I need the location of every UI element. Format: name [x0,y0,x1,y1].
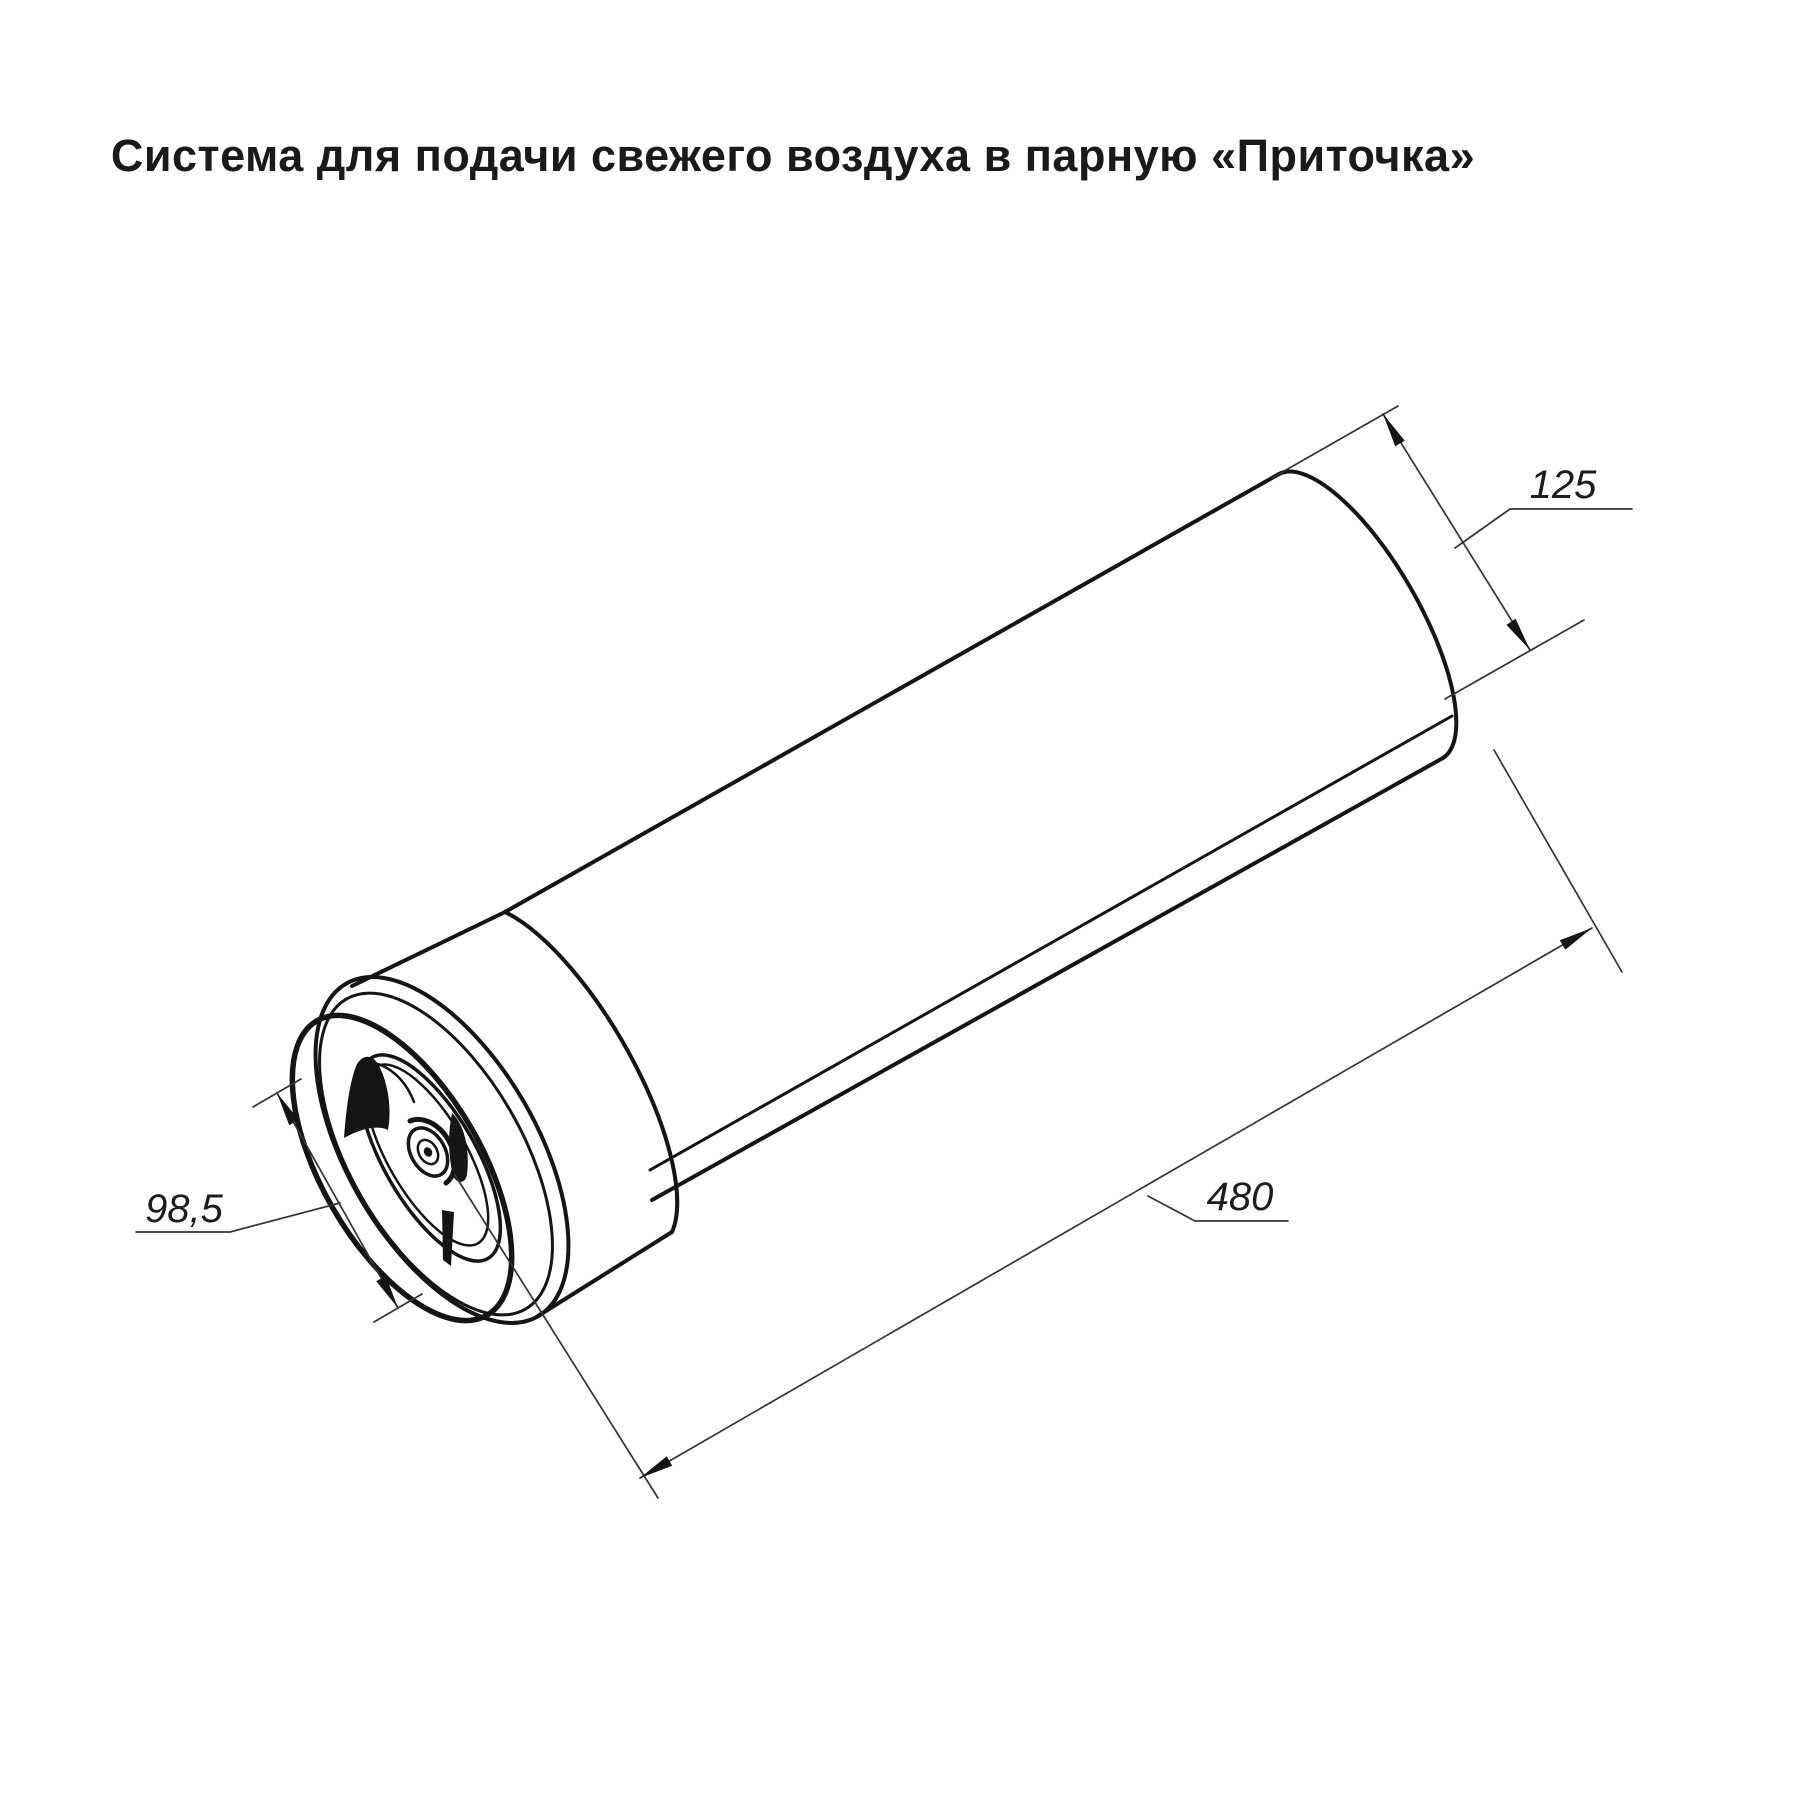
fan-opening [248,981,557,1355]
tube-bottom-edge [652,758,1443,1200]
dim125-arrow-top [1383,414,1405,446]
tube-top-edge [505,474,1279,912]
page-title: Система для подачи свежего воздуха в парную «Приточка» [110,130,1476,181]
dim125-arrow-bottom [1506,619,1530,650]
dim480-arrow-near [640,1456,672,1478]
collar-top-edge [352,912,505,986]
dimension-125 [1272,406,1632,699]
dim125-leader [1455,509,1632,548]
dim125-line [1383,414,1530,650]
dim480-line [640,928,1592,1478]
dim480-arrow-far [1560,928,1592,950]
dim480-extension-far [1494,750,1622,972]
tube-seam-line [650,716,1452,1170]
fan-blade-bottom [442,1210,454,1266]
hub-shaft-dot [422,1146,434,1159]
dim-label-125: 125 [1529,463,1597,507]
dim-label-480: 480 [1206,1175,1274,1219]
tube-end-cap [1279,472,1456,758]
collar-bottom-edge [538,1232,672,1316]
fan-assembly [248,981,557,1355]
dimension-480 [455,750,1622,1498]
dim125-extension-top [1272,406,1398,478]
dim-label-98-5: 98,5 [145,1187,223,1231]
collar-junction-arc [505,912,677,1232]
dim480-extension-near [455,1175,658,1498]
dim98-arrow-bottom [376,1276,398,1308]
fan-blade-top [344,1057,390,1138]
